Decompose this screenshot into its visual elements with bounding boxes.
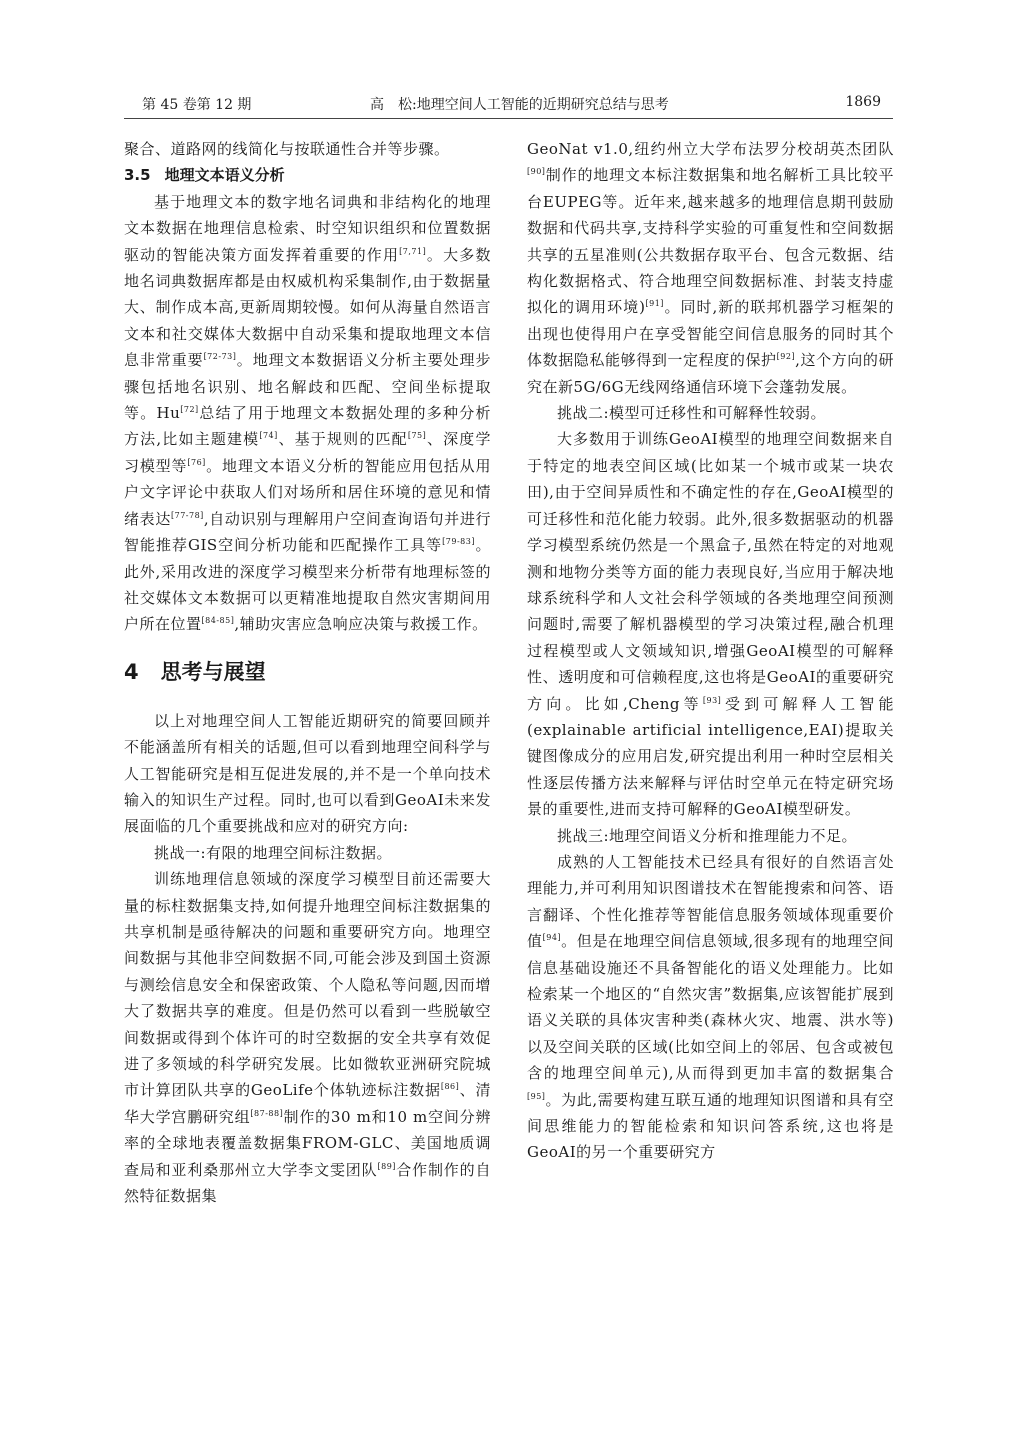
citation-ref: [7,71] (399, 246, 427, 256)
citation-ref: [86] (440, 1082, 460, 1092)
challenge-2-heading: 挑战二:模型可迁移性和可解释性较弱。 (557, 404, 827, 423)
citation-ref: [87-88] (250, 1108, 284, 1118)
paragraph-geo-text (124, 189, 491, 638)
paragraph-challenge-2 (527, 426, 894, 822)
running-header (124, 88, 893, 119)
challenge-3-heading: 挑战三:地理空间语义分析和推理能力不足。 (557, 826, 858, 845)
citation-ref: [76] (187, 457, 206, 467)
citation-ref: [94] (542, 933, 562, 943)
text-run: 。但是在地理空间信息领域,很多现有的地理空间信息基础设施还不具备智能化的语义处理能力。比如检索某一个地区的“自然灾害”数据集,应该智能扩展到语义关联的具体灾害种类(森林火灾、地震、洪水等)以及空间关联的区域(比如空间上的邻居、包含或被包含的地理空间单元),从而得到更加丰富的数据集合 (527, 932, 894, 1083)
text-run: ,自动识别与理解用户空间查询语句并进行智能推荐GIS空间分析功能和匹配操作工具等 (124, 509, 491, 555)
citation-ref: [75] (407, 431, 427, 441)
right-column (527, 136, 894, 1166)
citation-ref: [72-73] (203, 352, 237, 362)
citation-ref: [89] (377, 1161, 396, 1171)
running-title: 高 松:地理空间人工智能的近期研究总结与思考 (370, 97, 669, 113)
paragraph-challenge-3 (527, 849, 894, 1166)
citation-ref: [72] (180, 405, 199, 415)
text-run: ,这个方向的研究在新5G/6G无线网络通信环境下会蓬勃发展。 (527, 351, 894, 396)
section-heading-3-5 (124, 162, 491, 188)
text-run: 、深度学习模型等 (124, 430, 491, 475)
section-title: 地理文本语义分析 (164, 166, 285, 185)
paragraph-continued: 聚合、道路网的线简化与按联通性合并等步骤。 (124, 140, 450, 158)
chapter-number: 4 (124, 659, 139, 684)
text-run: ,辅助灾害应急响应决策与救援工作。 (234, 615, 488, 634)
citation-ref: [74] (259, 431, 278, 441)
section-number: 3.5 (124, 166, 151, 185)
text-run: 、清华大学宫鹏研究组 (124, 1081, 491, 1126)
citation-ref: [77-78] (171, 510, 204, 520)
citation-ref: [79-83] (442, 537, 475, 547)
paragraph-challenge-1 (124, 866, 491, 1209)
paragraph-outlook-intro: 以上对地理空间人工智能近期研究的简要回顾并不能涵盖所有相关的话题,但可以看到地理空间科学与人工智能研究是相互促进发展的,并不是一个单向技术输入的知识生产过程。同时,也可以看到GeoAI未来发展面临的几个重要挑战和应对的研究方向: (124, 711, 491, 836)
citation-ref: [90] (527, 167, 546, 177)
text-run: 。地理文本语义分析的智能应用包括从用户文字评论中获取人们对场所和居住环境的意见和情绪表达 (124, 456, 491, 528)
text-run: 、基于规则的匹配 (277, 430, 408, 449)
paragraph-data-sharing (527, 136, 894, 400)
text-run: 制作的地理文本标注数据集和地名解析工具比较平台EUPEG等。近年来,越来越多的地理信息期刊鼓励数据和代码共享,支持科学实验的可重复性和空间数据共享的五星准则(公共数据存取平台、包含元数据、结构化数据格式、符合地理空间数据标准、封装支持虚拟化的调用环境) (527, 166, 894, 317)
text-run: 合作制作的自然特征数据集 (124, 1160, 491, 1206)
citation-ref: [91] (645, 299, 664, 309)
citation-ref: [93] (702, 695, 722, 705)
text-run: 训练地理信息领域的深度学习模型目前还需要大量的标柱数据集支持,如何提升地理空间标注数据集的共享机制是亟待解决的问题和重要研究方向。地理空间数据与其他非空间数据不同,可能会涉及到国土资源与测绘信息安全和保密政策、个人隐私等问题,因而增大了数据共享的难度。但是仍然可以看到一些脱敏空间数据或得到个体许可的时空数据的安全共享有效促进了多领域的科学研究发展。比如微软亚洲研究院城市计算团队共享的GeoLife个体轨迹标注数据 (124, 870, 491, 1100)
page-number: 1869 (845, 94, 881, 110)
text-run: 总结了用于地理文本数据处理的多种分析方法,比如主题建模 (124, 404, 491, 449)
text-run: 大多数用于训练GeoAI模型的地理空间数据来自于特定的地表空间区域(比如某一个城市或某一块农田),由于空间异质性和不确定性的存在,GeoAI模型的可迁移性和范化能力较弱。此外,很多数据驱动的机器学习模型系统仍然是一个黑盒子,虽然在特定的对地观测和地物分类等方面的能力表现良好,当应用于解决地球系统科学和人文社会科学领域的各类地理空间预测问题时,需要了解机器模型的学习决策过程,融合机理过程模型或人文领域知识,增强GeoAI模型的可解释性、透明度和可信赖程度,这也将是GeoAI的重要研究方向。比如,Cheng等 (527, 430, 894, 713)
journal-volume-issue: 第 45 卷第 12 期 (142, 97, 252, 113)
text-run: 成熟的人工智能技术已经具有很好的自然语言处理能力,并可利用知识图谱技术在智能搜索和问答、语言翻译、个性化推荐等智能信息服务领域体现重要价值 (527, 852, 894, 951)
chapter-heading-4 (124, 652, 491, 692)
challenge-1-heading: 挑战一:有限的地理空间标注数据。 (154, 843, 393, 862)
chapter-title: 思考与展望 (160, 659, 266, 684)
text-run: 基于地理文本的数字地名词典和非结构化的地理文本数据在地理信息检索、时空知识组织和位置数据驱动的智能决策方面发挥着重要的作用 (124, 192, 491, 264)
text-run: 。地理文本数据语义分析主要处理步骤包括地名识别、地名解歧和匹配、空间坐标提取等。Hu (124, 351, 491, 423)
text-run: 。大多数地名词典数据库都是由权威机构采集制作,由于数据量大、制作成本高,更新周期较慢。如何从海量自然语言文本和社交媒体大数据中自动采集和提取地理文本信息非常重要 (124, 245, 491, 370)
text-run: 制作的30 m和10 m空间分辨率的全球地表覆盖数据集FROM-GLC、美国地质调查局和亚利桑那州立大学李文雯团队 (124, 1107, 491, 1179)
citation-ref: [84-85] (201, 616, 235, 626)
left-column (124, 136, 491, 1209)
citation-ref: [95] (527, 1091, 546, 1101)
text-run: 受到可解释人工智能(explainable artificial intelligence,EAI)提取关键图像成分的应用启发,研究提出利用一种时空层相关性逐层传播方法来解释与评估时空单元在特定研究场景的重要性,进而支持可解释的GeoAI模型研发。 (527, 694, 894, 819)
text-run: 。为此,需要构建互联互通的地理知识图谱和具有空间思维能力的智能检索和知识问答系统,这也将是GeoAI的另一个重要研究方 (527, 1090, 894, 1162)
text-run: 。此外,采用改进的深度学习模型来分析带有地理标签的社交媒体文本数据可以更精准地提取自然灾害期间用户所在位置 (124, 536, 491, 634)
citation-ref: [92] (776, 352, 796, 362)
text-run: GeoNat v1.0,纽约州立大学布法罗分校胡英杰团队 (527, 140, 894, 158)
text-run: 。同时,新的联邦机器学习框架的出现也使得用户在享受智能空间信息服务的同时其个体数据隐私能够得到一定程度的保护 (527, 298, 894, 370)
